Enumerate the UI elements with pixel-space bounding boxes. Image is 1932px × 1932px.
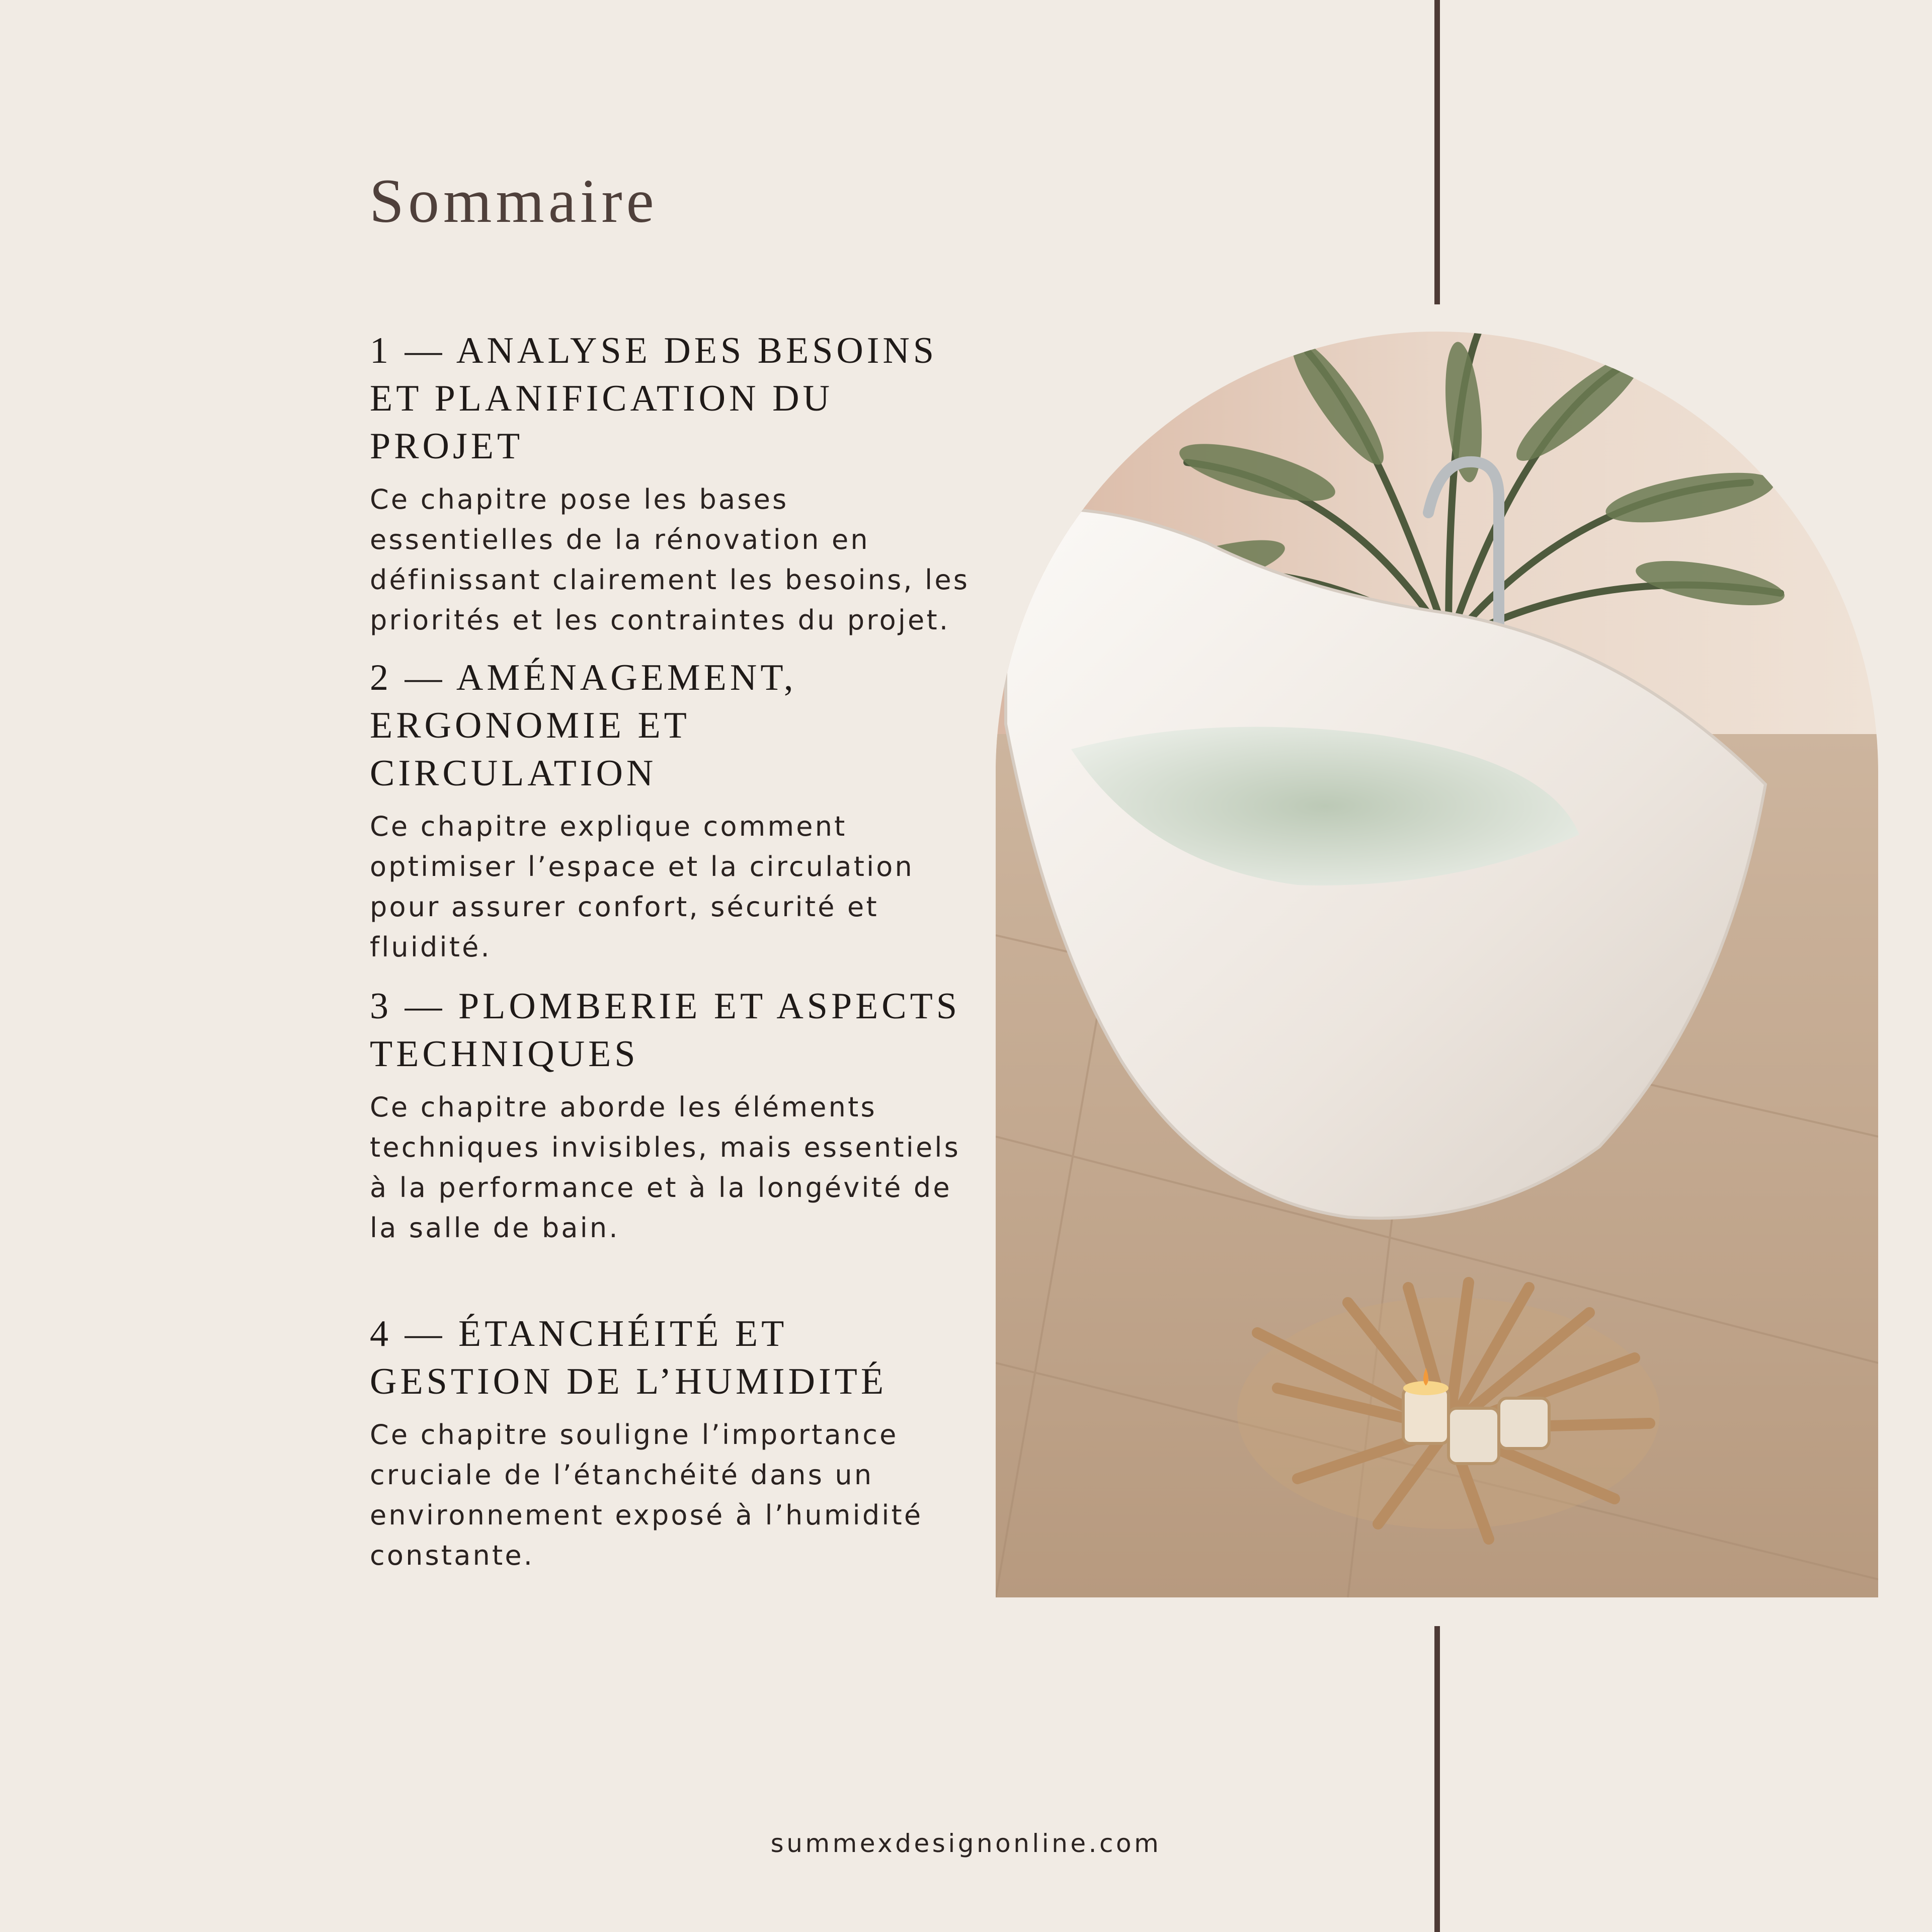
toc-section-3	[370, 983, 974, 1248]
section-heading: 4 — ÉTANCHÉITÉ ET GESTION DE L’HUMIDITÉ	[370, 1313, 888, 1402]
divider-line-bottom	[1434, 1626, 1440, 1932]
website-url: summexdesignonline.com	[770, 1829, 1162, 1858]
toc-section-1	[370, 327, 974, 640]
page-title: Sommaire	[369, 167, 658, 235]
section-heading: 3 — PLOMBERIE ET ASPECTS TECHNIQUES	[370, 986, 961, 1075]
section-description: Ce chapitre explique comment optimiser l’espace et la circulation pour assurer confort, sécurité et fluidité.	[370, 811, 914, 963]
divider-line-top	[1434, 0, 1440, 304]
section-heading: 1 — ANALYSE DES BESOINS ET PLANIFICATION DU PROJET	[370, 330, 938, 467]
toc-section-4	[370, 1310, 974, 1576]
section-heading: 2 — AMÉNAGEMENT, ERGONOMIE ET CIRCULATION	[370, 657, 797, 794]
section-description: Ce chapitre aborde les éléments techniques invisibles, mais essentiels à la performance et à la longévité de la salle de bain.	[370, 1091, 960, 1244]
section-description: Ce chapitre pose les bases essentielles de la rénovation en définissant clairement les besoins, les priorités et les contraintes du projet.	[370, 484, 970, 636]
toc-section-2	[370, 654, 974, 968]
bathtub-photo	[996, 332, 1878, 1597]
section-description: Ce chapitre souligne l’importance cruciale de l’étanchéité dans un environnement exposé à l’humidité constante.	[370, 1419, 923, 1571]
